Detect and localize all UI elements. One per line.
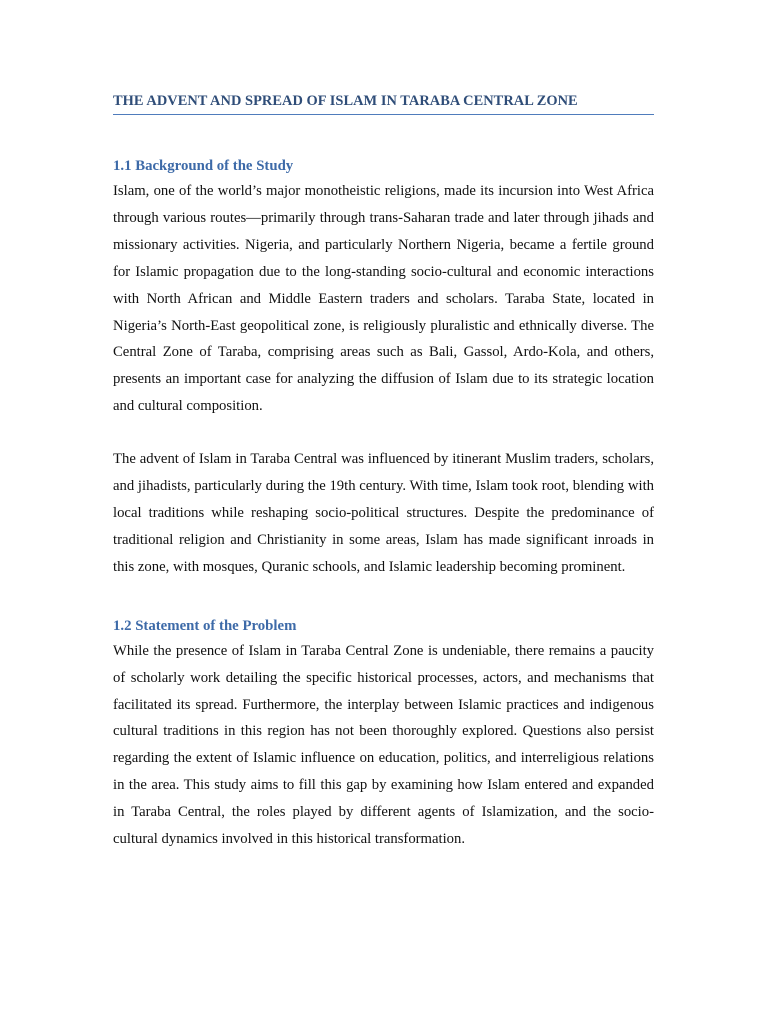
section-problem-statement bbox=[113, 615, 654, 853]
section-heading: 1.2 Statement of the Problem bbox=[113, 617, 297, 634]
paragraph: Islam, one of the world’s major monotheistic religions, made its incursion into West Africa through various routes—primarily through trans-Saharan trade and later through jihads and missionary activities. Nigeria, and particularly Northern Nigeria, became a fertile ground for Islamic propagation due to the long-standing socio-cultural and economic interactions with North African and Middle Eastern traders and scholars. Taraba State, located in Nigeria’s North-East geopolitical zone, is religiously pluralistic and ethnically diverse. The Central Zone of Taraba, comprising areas such as Bali, Gassol, Ardo-Kola, and others, presents an important case for analyzing the diffusion of Islam due to its strategic location and cultural composition. bbox=[113, 183, 654, 415]
paragraph: While the presence of Islam in Taraba Central Zone is undeniable, there remains a paucity of scholarly work detailing the specific historical processes, actors, and mechanisms that facilitated its spread. Furthermore, the interplay between Islamic practices and indigenous cultural traditions in this region has not been thoroughly explored. Questions also persist regarding the extent of Islamic influence on education, politics, and interreligious relations in the area. This study aims to fill this gap by examining how Islam entered and expanded in Taraba Central, the roles played by different agents of Islamization, and the socio-cultural dynamics involved in this historical transformation. bbox=[113, 642, 654, 848]
section-heading: 1.1 Background of the Study bbox=[113, 158, 294, 174]
document-title: THE ADVENT AND SPREAD OF ISLAM IN TARABA CENTRAL ZONE bbox=[113, 90, 654, 115]
document-page bbox=[113, 90, 654, 853]
section-background bbox=[113, 155, 654, 581]
paragraph: The advent of Islam in Taraba Central was influenced by itinerant Muslim traders, scholars, and jihadists, particularly during the 19th century. With time, Islam took root, blending with local traditions while reshaping socio-political structures. Despite the predominance of traditional religion and Christianity in some areas, Islam has made significant inroads in this zone, with mosques, Quranic schools, and Islamic leadership becoming prominent. bbox=[113, 451, 654, 575]
